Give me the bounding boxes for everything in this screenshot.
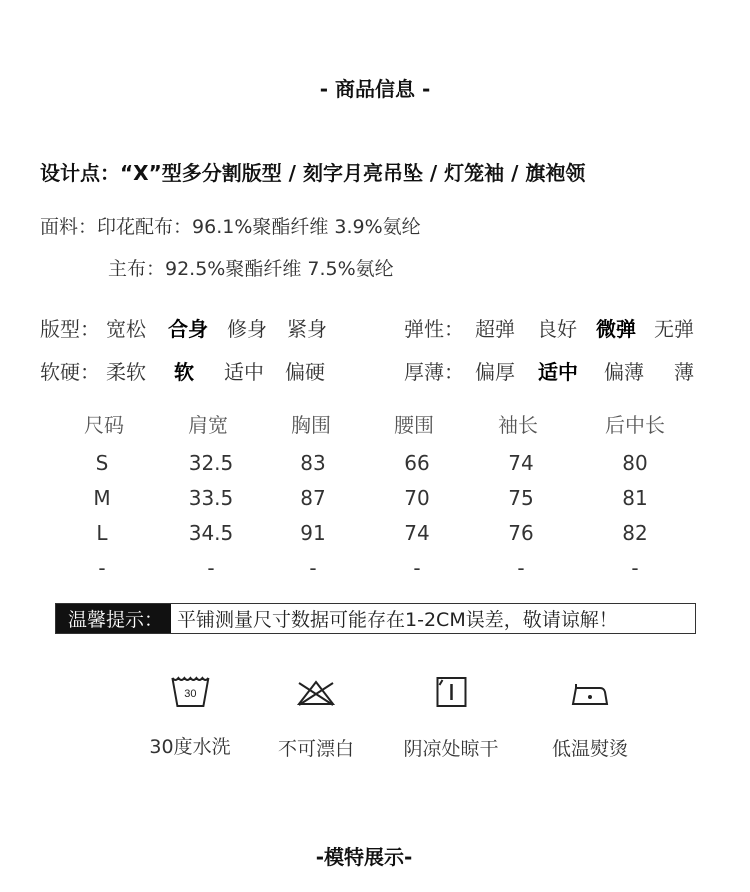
- cell: -: [517, 556, 525, 580]
- fabric-row-print: [40, 212, 421, 239]
- cell: 74: [404, 521, 430, 545]
- care-label: 阴凉处晾干: [403, 738, 499, 760]
- tip-banner: [55, 603, 696, 634]
- thickness-option: 偏厚: [475, 360, 515, 384]
- design-text: “X”型多分割版型 / 刻字月亮吊坠 / 灯笼袖 / 旗袍领: [120, 161, 586, 185]
- header-waist: 腰围: [394, 413, 434, 437]
- fabric-label: 面料：: [40, 216, 98, 238]
- fit-option: 紧身: [287, 317, 327, 341]
- cell: 34.5: [188, 521, 234, 545]
- header-sleeve: 袖长: [498, 413, 538, 437]
- fit-option-selected: 合身: [168, 317, 208, 341]
- fit-option: 宽松: [106, 317, 146, 341]
- cell: 32.5: [188, 451, 234, 475]
- cell: -: [309, 556, 317, 580]
- elasticity-option: 良好: [537, 317, 577, 341]
- elasticity-option: 超弹: [475, 317, 515, 341]
- care-label: 不可漂白: [277, 738, 355, 760]
- softness-option-selected: 软: [174, 360, 194, 384]
- cell: 70: [404, 486, 430, 510]
- cell: 83: [300, 451, 326, 475]
- cell: -: [98, 556, 106, 580]
- softness-option: 偏硬: [285, 360, 325, 384]
- thickness-label: 厚薄：: [404, 360, 464, 384]
- design-label: 设计点：: [40, 161, 120, 185]
- elasticity-label: 弹性：: [404, 317, 464, 341]
- fit-option: 修身: [227, 317, 267, 341]
- tip-label: 温馨提示：: [56, 604, 171, 633]
- section-title-model-display: -模特展示-: [315, 845, 413, 869]
- header-size: 尺码: [84, 413, 124, 437]
- fit-label: 版型：: [40, 317, 100, 341]
- cell: M: [93, 486, 111, 510]
- cell: 33.5: [188, 486, 234, 510]
- cell: -: [631, 556, 639, 580]
- fabric-row-main: 主布：92.5%聚酯纤维 7.5%氨纶: [108, 258, 394, 280]
- cell: 87: [300, 486, 326, 510]
- wash-30-icon: [169, 674, 211, 710]
- cell: L: [96, 521, 108, 545]
- softness-option: 适中: [224, 360, 264, 384]
- shade-dry-icon: [435, 676, 467, 708]
- care-item-wash: [149, 674, 230, 759]
- cell: -: [207, 556, 215, 580]
- thickness-option: 薄: [674, 360, 694, 384]
- softness-label: 软硬：: [40, 360, 100, 384]
- cell: S: [95, 451, 109, 475]
- cell: 80: [622, 451, 648, 475]
- elasticity-option-selected: 微弹: [596, 317, 636, 341]
- cell: 81: [622, 486, 648, 510]
- care-label: 30度水洗: [149, 736, 231, 758]
- tip-text: 平铺测量尺寸数据可能存在1-2CM误差，敬请谅解！: [177, 609, 618, 631]
- wash-temp-text: 30: [183, 688, 197, 700]
- section-title-product-info: - 商品信息 -: [319, 77, 431, 101]
- care-item-dry: [403, 676, 498, 761]
- low-iron-icon: [570, 680, 610, 708]
- cell: 91: [300, 521, 326, 545]
- fabric-print: 印花配布：96.1%聚酯纤维 3.9%氨纶: [97, 216, 421, 238]
- thickness-option: 偏薄: [604, 360, 644, 384]
- cell: 66: [404, 451, 430, 475]
- header-bust: 胸围: [291, 413, 331, 437]
- header-shoulder: 肩宽: [188, 413, 228, 437]
- care-label: 低温熨烫: [551, 738, 629, 760]
- thickness-option-selected: 适中: [538, 360, 578, 384]
- cell: 76: [508, 521, 534, 545]
- care-item-iron: [552, 680, 628, 761]
- design-points: [40, 157, 585, 186]
- cell: 74: [508, 451, 534, 475]
- cell: 75: [508, 486, 534, 510]
- cell: -: [413, 556, 421, 580]
- softness-option: 柔软: [106, 360, 146, 384]
- care-item-bleach: [278, 678, 354, 761]
- no-bleach-icon: [295, 678, 337, 708]
- header-length: 后中长: [605, 413, 665, 437]
- elasticity-option: 无弹: [654, 317, 694, 341]
- cell: 82: [622, 521, 648, 545]
